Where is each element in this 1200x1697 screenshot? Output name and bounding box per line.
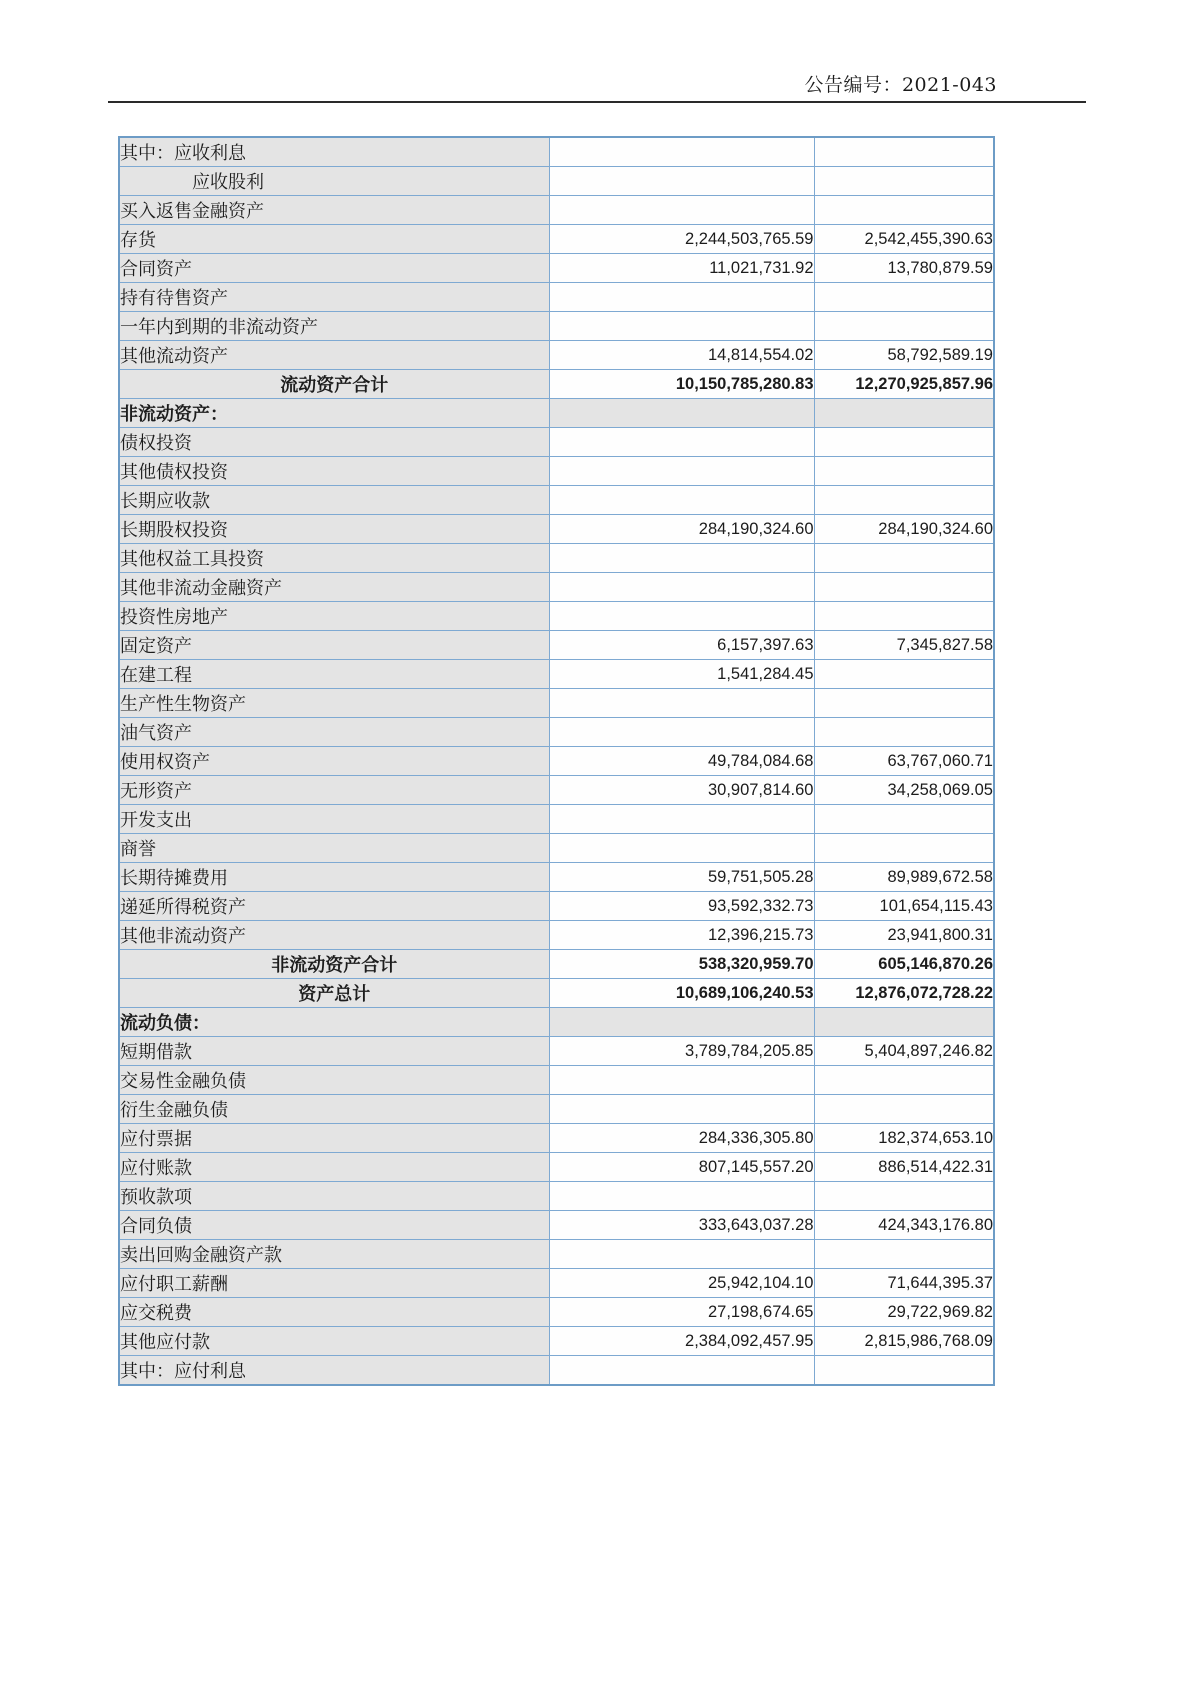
- row-label: 投资性房地产: [119, 602, 549, 631]
- row-label: 合同负债: [119, 1211, 549, 1240]
- row-label: 其他非流动金融资产: [119, 573, 549, 602]
- table-row: [119, 834, 994, 863]
- table-row: [119, 1095, 994, 1124]
- row-label: 合同资产: [119, 254, 549, 283]
- row-label: 开发支出: [119, 805, 549, 834]
- row-value-2: [814, 1008, 994, 1037]
- row-value-1: 10,689,106,240.53: [549, 979, 814, 1008]
- table-row: [119, 747, 994, 776]
- table-row: [119, 863, 994, 892]
- row-label: 短期借款: [119, 1037, 549, 1066]
- table-row: [119, 1269, 994, 1298]
- table-row: [119, 341, 994, 370]
- row-value-2: 13,780,879.59: [814, 254, 994, 283]
- row-value-1: [549, 167, 814, 196]
- row-value-2: 12,876,072,728.22: [814, 979, 994, 1008]
- table-row: [119, 283, 994, 312]
- row-label: 存货: [119, 225, 549, 254]
- table-row: [119, 428, 994, 457]
- row-label: 油气资产: [119, 718, 549, 747]
- row-label: 非流动资产合计: [119, 950, 549, 979]
- table-row: [119, 892, 994, 921]
- row-value-1: [549, 457, 814, 486]
- table-row: [119, 950, 994, 979]
- row-label: 在建工程: [119, 660, 549, 689]
- row-value-1: 14,814,554.02: [549, 341, 814, 370]
- row-label: 递延所得税资产: [119, 892, 549, 921]
- row-value-2: 2,542,455,390.63: [814, 225, 994, 254]
- row-label: 生产性生物资产: [119, 689, 549, 718]
- table-row: [119, 1153, 994, 1182]
- table-row: [119, 718, 994, 747]
- row-label: 其中：应收利息: [119, 137, 549, 167]
- row-value-2: [814, 1356, 994, 1386]
- table-row: [119, 254, 994, 283]
- row-value-1: [549, 1182, 814, 1211]
- row-label: 持有待售资产: [119, 283, 549, 312]
- row-label: 预收款项: [119, 1182, 549, 1211]
- row-value-2: 886,514,422.31: [814, 1153, 994, 1182]
- row-label: 应收股利: [119, 167, 549, 196]
- row-value-2: [814, 1095, 994, 1124]
- table-row: [119, 486, 994, 515]
- row-label: 长期应收款: [119, 486, 549, 515]
- row-label: 应交税费: [119, 1298, 549, 1327]
- row-label: 应付职工薪酬: [119, 1269, 549, 1298]
- row-label: 无形资产: [119, 776, 549, 805]
- table-row: [119, 776, 994, 805]
- row-label: 买入返售金融资产: [119, 196, 549, 225]
- row-value-1: [549, 718, 814, 747]
- row-label: 商誉: [119, 834, 549, 863]
- row-label: 一年内到期的非流动资产: [119, 312, 549, 341]
- row-value-2: 23,941,800.31: [814, 921, 994, 950]
- row-value-1: 49,784,084.68: [549, 747, 814, 776]
- row-value-2: [814, 573, 994, 602]
- row-value-2: 5,404,897,246.82: [814, 1037, 994, 1066]
- row-value-1: [549, 283, 814, 312]
- table-row: [119, 805, 994, 834]
- row-label: 资产总计: [119, 979, 549, 1008]
- row-value-2: 63,767,060.71: [814, 747, 994, 776]
- table-row: [119, 979, 994, 1008]
- row-value-1: [549, 1066, 814, 1095]
- row-value-2: [814, 1066, 994, 1095]
- row-label: 其他流动资产: [119, 341, 549, 370]
- row-value-1: 538,320,959.70: [549, 950, 814, 979]
- row-value-2: [814, 167, 994, 196]
- row-value-1: [549, 602, 814, 631]
- table-row: [119, 137, 994, 167]
- table-row: [119, 312, 994, 341]
- row-label: 长期待摊费用: [119, 863, 549, 892]
- row-value-1: 284,190,324.60: [549, 515, 814, 544]
- row-value-2: [814, 805, 994, 834]
- row-value-1: [549, 1240, 814, 1269]
- row-value-2: [814, 399, 994, 428]
- row-value-2: 284,190,324.60: [814, 515, 994, 544]
- row-label: 交易性金融负债: [119, 1066, 549, 1095]
- row-value-1: 807,145,557.20: [549, 1153, 814, 1182]
- row-value-2: [814, 196, 994, 225]
- table-row: [119, 167, 994, 196]
- row-label: 流动资产合计: [119, 370, 549, 399]
- row-value-1: 6,157,397.63: [549, 631, 814, 660]
- row-value-1: 12,396,215.73: [549, 921, 814, 950]
- table-row: [119, 573, 994, 602]
- table-row: [119, 921, 994, 950]
- row-label: 债权投资: [119, 428, 549, 457]
- row-value-2: 424,343,176.80: [814, 1211, 994, 1240]
- row-value-2: [814, 457, 994, 486]
- announcement-number: 公告编号：2021-043: [804, 74, 997, 96]
- row-value-2: [814, 1240, 994, 1269]
- row-value-2: [814, 660, 994, 689]
- row-value-1: 3,789,784,205.85: [549, 1037, 814, 1066]
- row-label: 其中：应付利息: [119, 1356, 549, 1386]
- row-value-1: [549, 834, 814, 863]
- table-row: [119, 602, 994, 631]
- row-label: 固定资产: [119, 631, 549, 660]
- row-value-1: [549, 1008, 814, 1037]
- row-value-1: [549, 689, 814, 718]
- row-value-2: 2,815,986,768.09: [814, 1327, 994, 1356]
- table-row: [119, 370, 994, 399]
- row-value-2: [814, 283, 994, 312]
- balance-sheet-table: [118, 136, 995, 1386]
- row-value-2: 71,644,395.37: [814, 1269, 994, 1298]
- row-value-1: 25,942,104.10: [549, 1269, 814, 1298]
- row-value-1: [549, 399, 814, 428]
- row-value-1: 1,541,284.45: [549, 660, 814, 689]
- row-value-2: 29,722,969.82: [814, 1298, 994, 1327]
- row-label: 其他债权投资: [119, 457, 549, 486]
- row-value-2: [814, 834, 994, 863]
- table-row: [119, 1327, 994, 1356]
- row-value-1: 2,384,092,457.95: [549, 1327, 814, 1356]
- table-row: [119, 1356, 994, 1386]
- row-value-1: 333,643,037.28: [549, 1211, 814, 1240]
- table-row: [119, 399, 994, 428]
- row-value-2: [814, 544, 994, 573]
- table-row: [119, 1298, 994, 1327]
- table-row: [119, 1066, 994, 1095]
- row-label: 卖出回购金融资产款: [119, 1240, 549, 1269]
- row-value-2: [814, 312, 994, 341]
- row-label: 流动负债：: [119, 1008, 549, 1037]
- row-value-1: [549, 573, 814, 602]
- row-label: 使用权资产: [119, 747, 549, 776]
- table-row: [119, 1240, 994, 1269]
- row-value-2: 58,792,589.19: [814, 341, 994, 370]
- row-value-1: [549, 312, 814, 341]
- row-value-1: [549, 544, 814, 573]
- row-value-1: [549, 805, 814, 834]
- row-label: 其他非流动资产: [119, 921, 549, 950]
- balance-sheet-body: [119, 137, 994, 1385]
- table-row: [119, 225, 994, 254]
- table-row: [119, 544, 994, 573]
- row-value-2: [814, 602, 994, 631]
- row-value-2: [814, 718, 994, 747]
- table-row: [119, 1182, 994, 1211]
- row-label: 其他应付款: [119, 1327, 549, 1356]
- row-value-1: 93,592,332.73: [549, 892, 814, 921]
- row-value-2: [814, 428, 994, 457]
- table-row: [119, 660, 994, 689]
- row-value-1: 10,150,785,280.83: [549, 370, 814, 399]
- row-value-1: [549, 137, 814, 167]
- table-row: [119, 196, 994, 225]
- row-label: 长期股权投资: [119, 515, 549, 544]
- row-value-2: 34,258,069.05: [814, 776, 994, 805]
- row-value-2: 101,654,115.43: [814, 892, 994, 921]
- row-label: 非流动资产：: [119, 399, 549, 428]
- table-row: [119, 1211, 994, 1240]
- row-value-2: 12,270,925,857.96: [814, 370, 994, 399]
- table-row: [119, 1008, 994, 1037]
- row-label: 衍生金融负债: [119, 1095, 549, 1124]
- row-value-2: 7,345,827.58: [814, 631, 994, 660]
- row-value-1: [549, 486, 814, 515]
- table-row: [119, 689, 994, 718]
- row-value-1: 30,907,814.60: [549, 776, 814, 805]
- table-row: [119, 515, 994, 544]
- row-label: 应付票据: [119, 1124, 549, 1153]
- table-row: [119, 1124, 994, 1153]
- table-row: [119, 1037, 994, 1066]
- table-row: [119, 457, 994, 486]
- row-value-1: 11,021,731.92: [549, 254, 814, 283]
- row-value-2: 605,146,870.26: [814, 950, 994, 979]
- row-label: 应付账款: [119, 1153, 549, 1182]
- table-row: [119, 631, 994, 660]
- row-value-1: 27,198,674.65: [549, 1298, 814, 1327]
- header-divider-line: [108, 101, 1086, 103]
- row-value-1: [549, 1356, 814, 1386]
- row-value-2: [814, 1182, 994, 1211]
- row-label: 其他权益工具投资: [119, 544, 549, 573]
- row-value-1: 59,751,505.28: [549, 863, 814, 892]
- row-value-1: [549, 1095, 814, 1124]
- row-value-1: 2,244,503,765.59: [549, 225, 814, 254]
- row-value-2: [814, 689, 994, 718]
- row-value-2: [814, 137, 994, 167]
- row-value-2: [814, 486, 994, 515]
- row-value-1: [549, 428, 814, 457]
- row-value-2: 182,374,653.10: [814, 1124, 994, 1153]
- row-value-2: 89,989,672.58: [814, 863, 994, 892]
- row-value-1: 284,336,305.80: [549, 1124, 814, 1153]
- row-value-1: [549, 196, 814, 225]
